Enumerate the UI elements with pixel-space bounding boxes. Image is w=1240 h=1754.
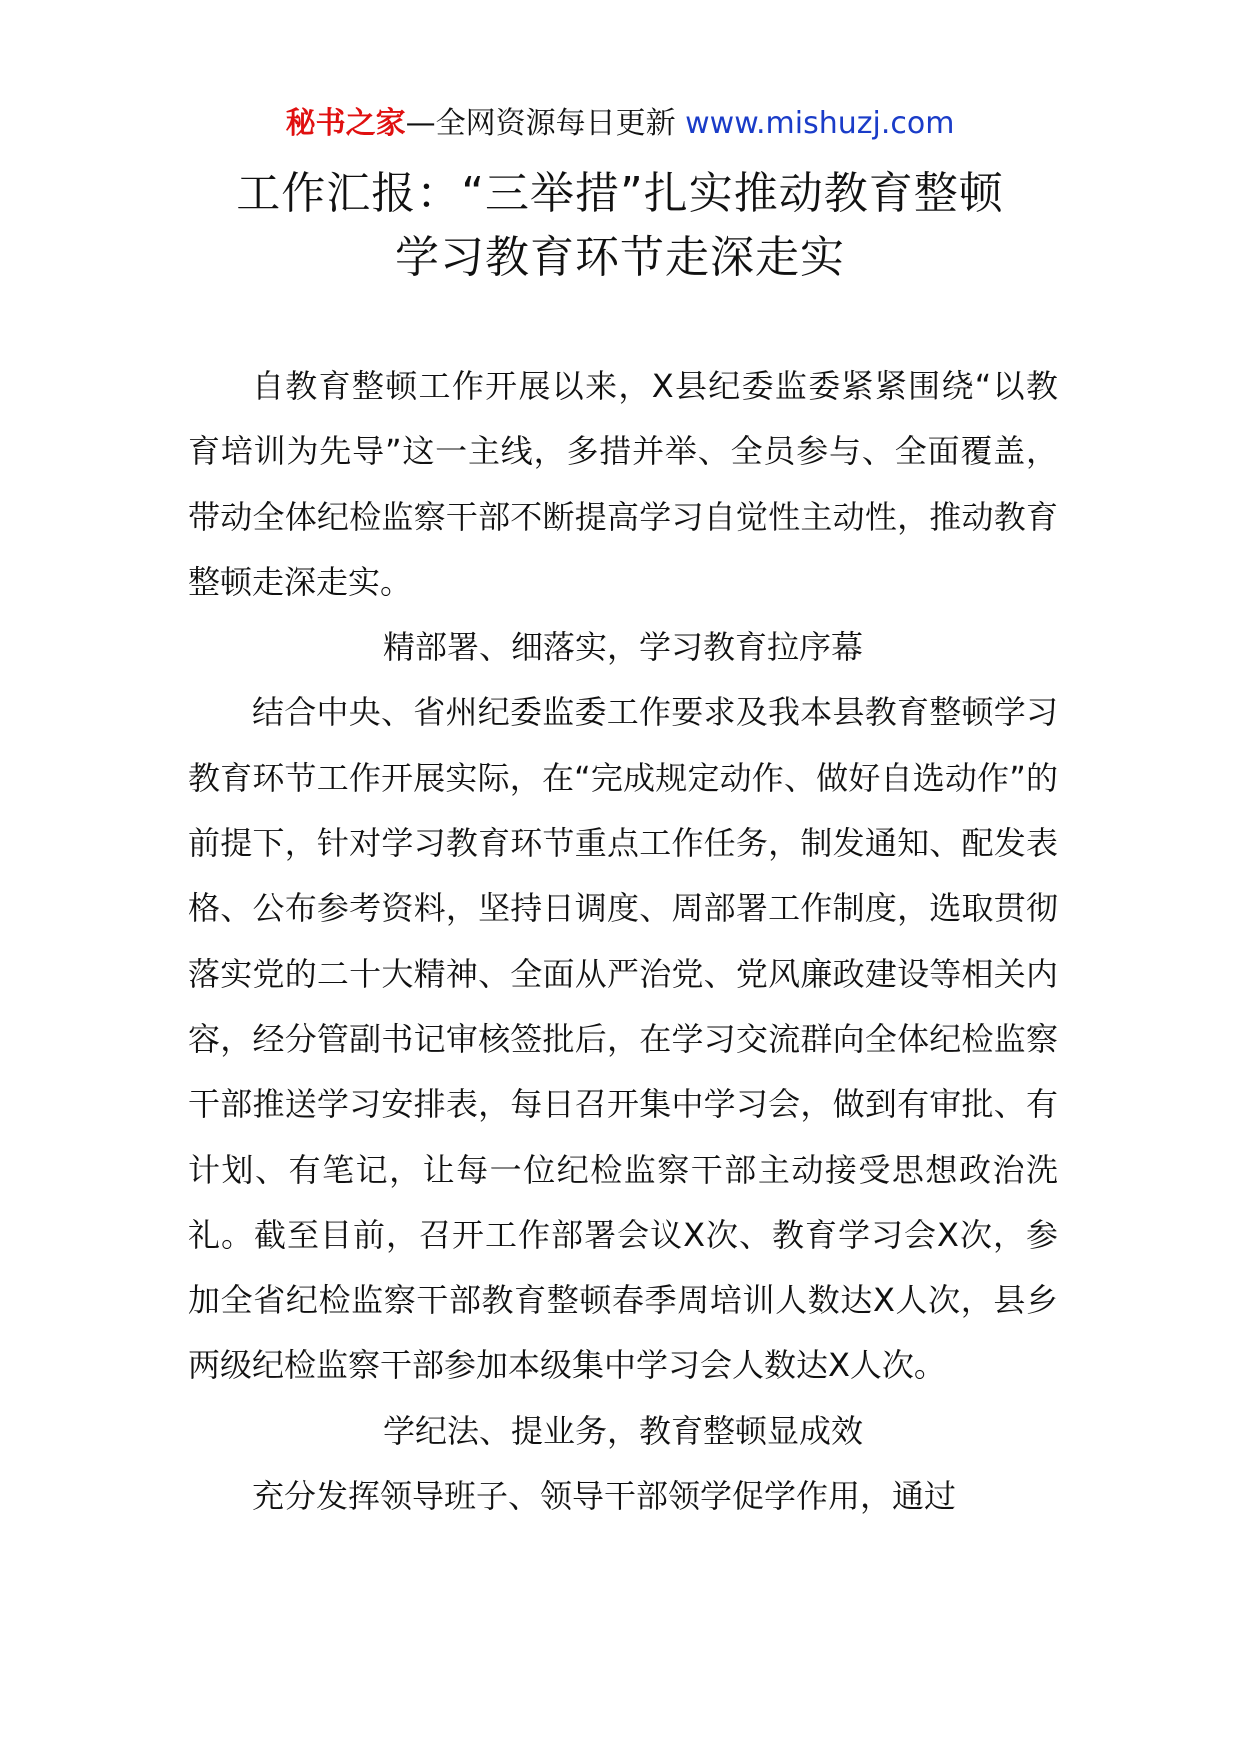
paragraph-section-1: 结合中央、省州纪委监委工作要求及我本县教育整顿学习教育环节工作开展实际，在“完成规定动作、做好自选动作”的前提下，针对学习教育环节重点工作任务，制发通知、配发表格、公布参考资料，坚持日调度、周部署工作制度，选取贯彻落实党的二十大精神、全面从严治党、党风廉政建设等相关内容，经分管副书记审核签批后，在学习交流群向全体纪检监察干部推送学习安排表，每日召开集中学习会，做到有审批、有计划、有笔记，让每一位纪检监察干部主动接受思想政治洗礼。截至目前，召开工作部署会议X次、教育学习会X次，参加全省纪检监察干部教育整顿春季周培训人数达X人次，县乡两级纪检监察干部参加本级集中学习会人数达X人次。: [188, 693, 1058, 1385]
brand-name: 秘书之家: [285, 106, 406, 141]
title-line-1: 工作汇报：“三举措”扎实推动教育整顿: [236, 168, 1004, 219]
title-line-2: 学习教育环节走深走实: [395, 232, 845, 283]
paragraph-section-2: 充分发挥领导班子、领导干部领学促学作用，通过: [252, 1477, 957, 1516]
section-heading-2: 学纪法、提业务，教育整顿显成效: [382, 1411, 863, 1450]
document-title: [0, 162, 1240, 290]
section-heading-1: 精部署、细落实，学习教育拉序幕: [382, 628, 863, 667]
document-body: [188, 354, 1058, 1529]
paragraph-intro: 自教育整顿工作开展以来，X县纪委监委紧紧围绕“以教育培训为先导”这一主线，多措并举、全员参与、全面覆盖，带动全体纪检监察干部不断提高学习自觉性主动性，推动教育整顿走深走实。: [188, 367, 1058, 601]
header-tagline: —全网资源每日更新: [405, 106, 686, 141]
site-header: [0, 100, 1240, 148]
site-url[interactable]: www.mishuzj.com: [685, 106, 955, 141]
